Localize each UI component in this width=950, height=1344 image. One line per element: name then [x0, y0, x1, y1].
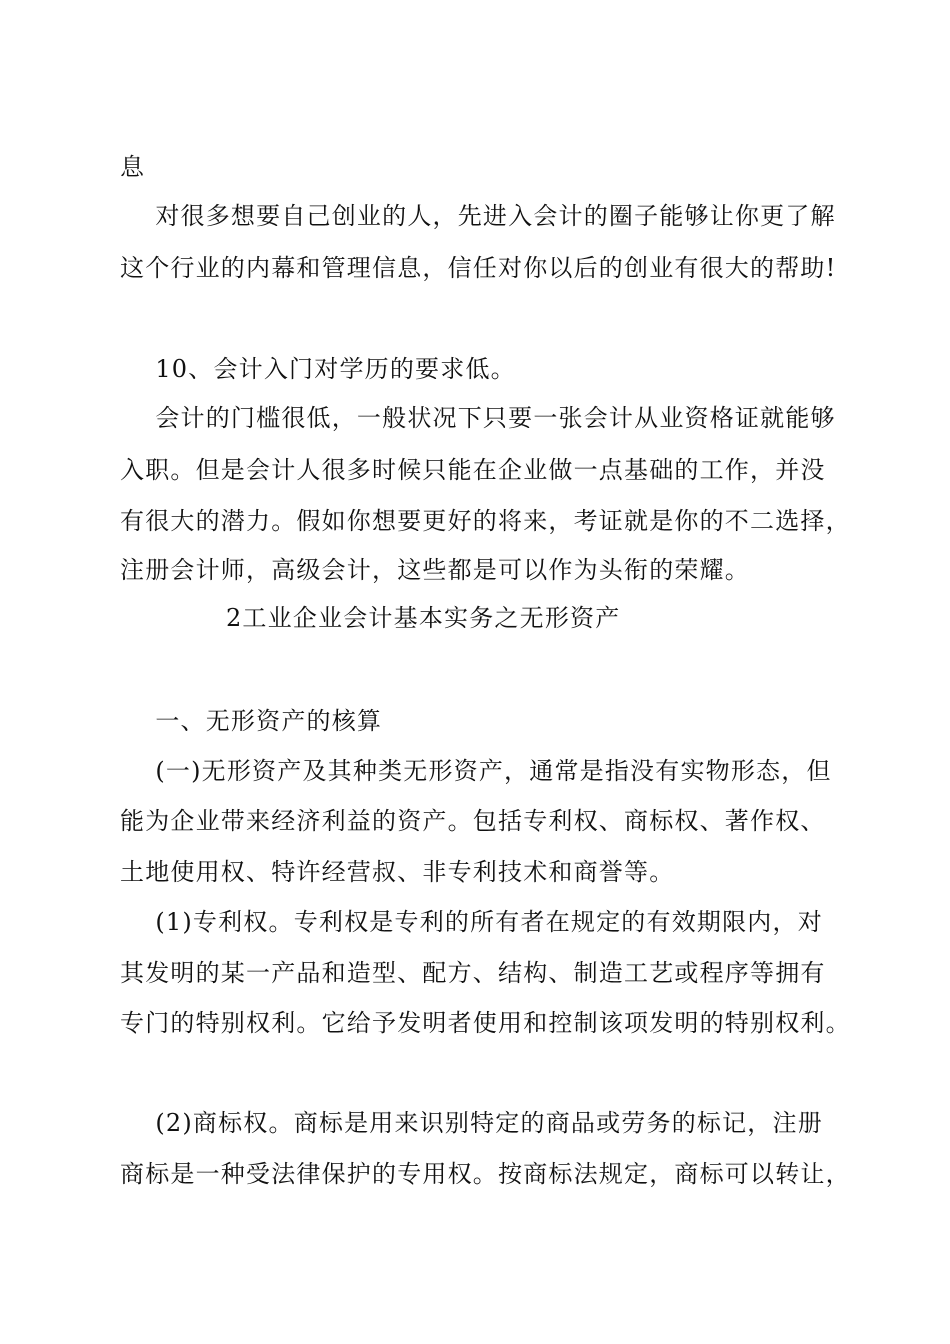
text-line: 能为企业带来经济利益的资产。包括专利权、商标权、著作权、	[120, 807, 826, 835]
text-line: 土地使用权、特许经营叔、非专利技术和商誉等。	[120, 858, 675, 886]
text-line: 商标是一种受法律保护的专用权。按商标法规定，商标可以转让，	[120, 1160, 851, 1188]
section-heading: 一、无形资产的核算	[120, 707, 383, 735]
text-line: (2)商标权。商标是用来识别特定的商品或劳务的标记，注册	[120, 1109, 823, 1137]
text-line: 有很大的潜力。假如你想要更好的将来，考证就是你的不二选择，	[120, 507, 851, 535]
text-line: 注册会计师，高级会计，这些都是可以作为头衔的荣耀。	[120, 556, 750, 584]
text-line: 息	[120, 153, 146, 181]
text-line: 10、会计入门对学历的要求低。	[120, 355, 516, 383]
text-line: 其发明的某一产品和造型、配方、结构、制造工艺或程序等拥有	[120, 959, 826, 987]
text-line: 对很多想要自己创业的人，先进入会计的圈子能够让你更了解	[120, 202, 836, 230]
text-line: (1)专利权。专利权是专利的所有者在规定的有效期限内，对	[120, 908, 823, 936]
text-line: 专门的特别权利。它给予发明者使用和控制该项发明的特别权利。	[120, 1009, 851, 1037]
text-line: 入职。但是会计人很多时候只能在企业做一点基础的工作，并没	[120, 456, 826, 484]
text-line: 会计的门槛很低，一般状况下只要一张会计从业资格证就能够	[120, 404, 836, 432]
text-line: (一)无形资产及其种类无形资产，通常是指没有实物形态，但	[120, 757, 832, 785]
section-heading: 2工业企业会计基本实务之无形资产	[120, 604, 621, 632]
text-line: 这个行业的内幕和管理信息，信任对你以后的创业有很大的帮助!	[120, 254, 837, 282]
